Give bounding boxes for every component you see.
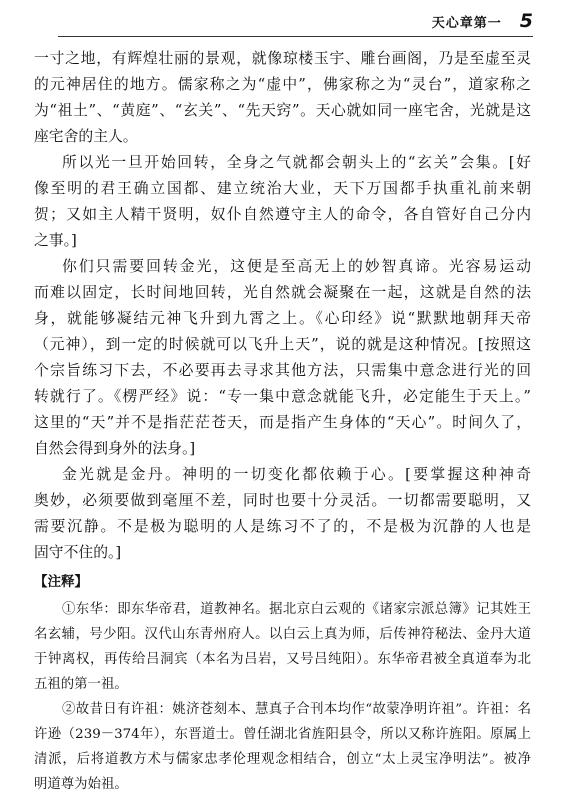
- note-line: ②故昔日有许祖：姚济苍刻本、慧真子合刊本均作“故蒙净明许祖”。许祖：名: [62, 702, 531, 717]
- notes-heading: 【注释】: [34, 574, 88, 590]
- chapter-title: 天心章第一: [431, 16, 502, 31]
- text-line: 座宅舍的主人。: [34, 128, 138, 145]
- text-line: 这里的“天”并不是指茫茫苍天，而是指产生身体的“天心”。时间久了，: [34, 414, 531, 431]
- text-line: 固守不住的。]: [34, 544, 122, 561]
- text-line: 金光就是金丹。神明的一切变化都依赖于心。[要掌握这种神奇: [62, 466, 531, 483]
- text-line: 的元神居住的地方。儒家称之为“虚中”，佛家称之为“灵台”，道家称之: [34, 76, 531, 93]
- note-line: 明道尊为始祖。: [34, 777, 128, 792]
- note-line: 许逊（239－374年），东晋道士。曾任湖北省旌阳县令，所以又称许旌阳。原属上: [34, 727, 531, 742]
- text-line: 贺；又如主人精干贤明，奴仆自然遵守主人的命令，各自管好自己分内: [34, 206, 531, 223]
- text-line: 奥妙，必须要做到毫厘不差，同时也要十分灵活。一切都需要聪明，又: [34, 492, 531, 509]
- text-line: 需要沉静。不是极为聪明的人是练习不了的，不是极为沉静的人也是: [34, 518, 531, 535]
- text-line: 自然会得到身外的法身。]: [34, 440, 196, 457]
- running-header: [58, 10, 533, 34]
- note-line: 清派，后将道教方术与儒家忠孝伦理观念相结合，创立“太上灵宝净明法”。被净: [34, 752, 531, 767]
- text-line: 之事。]: [34, 232, 77, 249]
- text-line: 转就行了。《楞严经》说：“专一集中意念就能飞升，必定能生于天上。”: [34, 388, 531, 405]
- text-line: 个宗旨练习下去，不必要再去寻求其他方法，只需集中意念进行光的回: [34, 362, 531, 379]
- text-line: 像至明的君王确立国都、建立统治大业，天下万国都手执重礼前来朝: [34, 180, 531, 197]
- header-rule: [58, 36, 533, 37]
- text-line: 一寸之地，有辉煌壮丽的景观，就像琼楼玉宇、雕台画阁，乃是至虚至灵: [34, 50, 531, 67]
- note-line: 于钟离权，再传给吕洞宾（本名为吕岩，又号吕纯阳）。东华帝君被全真道奉为北: [34, 652, 531, 667]
- text-line: 所以光一旦开始回转，全身之气就都会朝头上的“玄关”会集。[好: [62, 154, 531, 171]
- text-line: 你们只需要回转金光，这便是至高无上的妙智真谛。光容易运动: [62, 258, 531, 275]
- text-line: 身，就能够凝结元神飞升到九霄之上。《心印经》说“默默地朝拜天帝: [34, 310, 531, 327]
- page-number: 5: [519, 10, 533, 32]
- note-line: 名玄辅，号少阳。汉代山东青州府人。以白云上真为师，后传神符秘法、金丹大道: [34, 627, 531, 642]
- note-line: ①东华：即东华帝君，道教神名。据北京白云观的《诸家宗派总簿》记其姓王: [62, 602, 531, 617]
- text-line: 为“祖土”、“黄庭”、“玄关”、“先天窍”。天心就如同一座宅舍，光就是这: [34, 102, 531, 119]
- note-line: 五祖的第一祖。: [34, 677, 128, 692]
- text-line: （元神），到一定的时候就可以飞升上天”，说的就是这种情况。[按照这: [34, 336, 531, 353]
- text-line: 而难以固定，长时间地回转，光自然就会凝聚在一起，这就是自然的法: [34, 284, 531, 301]
